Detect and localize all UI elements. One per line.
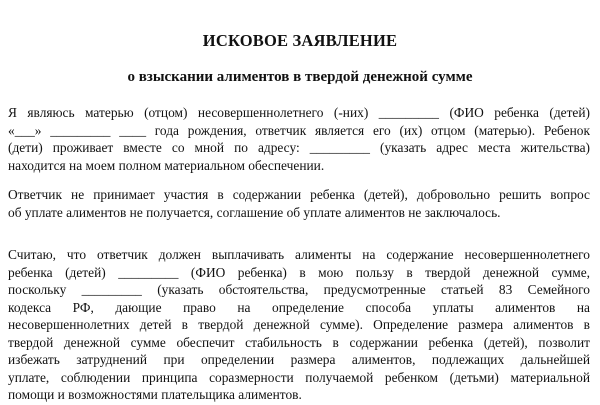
paragraph-line: находится на моем полном материальном обеспечении. (8, 157, 325, 173)
paragraph-defendant-info (8, 186, 590, 221)
paragraph-plaintiff-info (8, 104, 590, 174)
paragraph-line: несовершеннолетних детей в твердой денежной сумме). Определение размера алиментов в (8, 317, 590, 332)
paragraph-line: «___» _________ ____ года рождения, ответчик является его (их) отцом (матерью). Ребенок (8, 122, 590, 138)
paragraph-line: об уплате алиментов не получается, соглашение об уплате алиментов не заключалось. (8, 204, 501, 220)
document-title: ИСКОВОЕ ЗАЯВЛЕНИЕ (202, 31, 398, 50)
paragraph-claim (8, 246, 590, 404)
paragraph-line: Я являюсь матерью (отцом) несовершеннолетнего (-них) _________ (ФИО ребенка (детей) (8, 105, 590, 120)
paragraph-line: уплате, соблюдении принципа соразмерности получаемой ребенком (детьми) материальной (8, 369, 590, 385)
paragraph-line: Считаю, что ответчик должен выплачивать алименты на содержание несовершеннолетнего (8, 247, 590, 262)
paragraph-line: Ответчик не принимает участия в содержании ребенка (детей), добровольно решить вопрос (8, 187, 590, 202)
paragraph-line: поскольку _________ (указать обстоятельства, предусмотренные статьей 83 Семейного (8, 282, 590, 297)
paragraph-line: (дети) проживает вместе со мной по адресу: _________ (указать адрес места жительства) (8, 140, 590, 155)
document-subtitle: о взыскании алиментов в твердой денежной сумме (127, 69, 473, 85)
paragraph-line: кодекса РФ, дающие право на определение способа уплаты алиментов на (8, 299, 590, 315)
paragraph-line: твердой денежной сумме обеспечит стабильность в содержании ребенка (детей), позволит (8, 334, 590, 350)
paragraph-line: ребенка (детей) _________ (ФИО ребенка) в мою пользу в твердой денежной сумме, (8, 264, 590, 280)
paragraph-line: помощи и возможностями плательщика алиментов. (8, 387, 302, 402)
paragraph-line: избежать затруднений при определении размера алиментов, подлежащих дальнейшей (8, 352, 590, 367)
